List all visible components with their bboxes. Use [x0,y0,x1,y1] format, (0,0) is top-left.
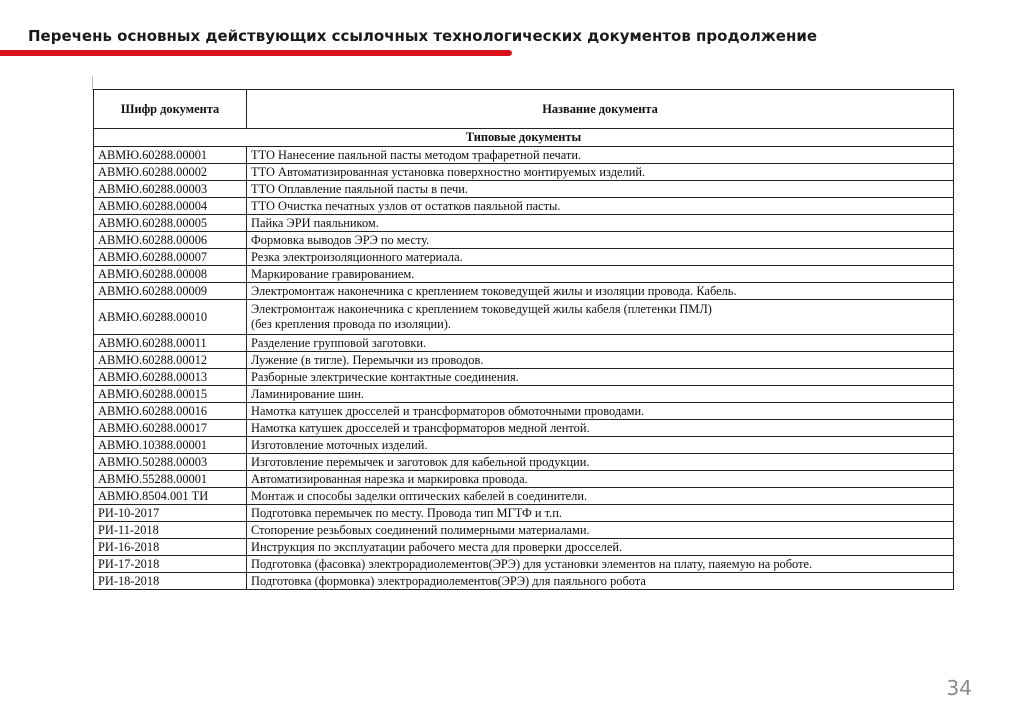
document-code: АВМЮ.60288.00009 [94,283,247,300]
table-row [94,266,954,283]
document-name: Подготовка перемычек по месту. Провода тип МГТФ и т.п. [247,505,954,522]
document-code: РИ-17-2018 [94,556,247,573]
table-row [94,249,954,266]
document-code: АВМЮ.60288.00008 [94,266,247,283]
document-name: Намотка катушек дросселей и трансформаторов обмоточными проводами. [247,403,954,420]
document-code: РИ-16-2018 [94,539,247,556]
column-header-code: Шифр документа [94,90,247,129]
document-code: АВМЮ.60288.00007 [94,249,247,266]
document-code: АВМЮ.60288.00013 [94,369,247,386]
document-code: АВМЮ.60288.00001 [94,147,247,164]
document-name: Автоматизированная нарезка и маркировка провода. [247,471,954,488]
document-name [247,300,954,335]
document-code: АВМЮ.60288.00015 [94,386,247,403]
document-name: Маркирование гравированием. [247,266,954,283]
document-name: Изготовление моточных изделий. [247,437,954,454]
document-name: Электромонтаж наконечника с креплением токоведущей жилы и изоляции провода. Кабель. [247,283,954,300]
document-name: Монтаж и способы заделки оптических кабелей в соединители. [247,488,954,505]
document-code: АВМЮ.60288.00016 [94,403,247,420]
document-code: РИ-18-2018 [94,573,247,590]
document-name: Разделение групповой заготовки. [247,335,954,352]
title-accent-line [0,50,512,56]
table-row [94,181,954,198]
document-name: ТТО Автоматизированная установка поверхностно монтируемых изделий. [247,164,954,181]
document-name: Намотка катушек дросселей и трансформаторов медной лентой. [247,420,954,437]
document-code: АВМЮ.60288.00011 [94,335,247,352]
column-header-name: Название документа [247,90,954,129]
table-row [94,232,954,249]
document-name: Пайка ЭРИ паяльником. [247,215,954,232]
document-code: АВМЮ.60288.00006 [94,232,247,249]
document-code: АВМЮ.60288.00004 [94,198,247,215]
table-row [94,352,954,369]
table-row [94,369,954,386]
document-name-line: Электромонтаж наконечника с креплением токоведущей жилы кабеля (плетенки ПМЛ) [251,302,712,316]
document-name: Подготовка (формовка) электрорадиолементов(ЭРЭ) для паяльного робота [247,573,954,590]
table-row [94,215,954,232]
document-code: АВМЮ.60288.00003 [94,181,247,198]
table-row [94,420,954,437]
document-code: АВМЮ.55288.00001 [94,471,247,488]
document-code: АВМЮ.60288.00010 [94,300,247,335]
table-row [94,300,954,335]
table-row [94,488,954,505]
document-name: ТТО Оплавление паяльной пасты в печи. [247,181,954,198]
document-name: Формовка выводов ЭРЭ по месту. [247,232,954,249]
table-row [94,403,954,420]
table-row [94,335,954,352]
table-row [94,471,954,488]
document-name: Инструкция по эксплуатации рабочего места для проверки дросселей. [247,539,954,556]
document-name: Лужение (в тигле). Перемычки из проводов. [247,352,954,369]
document-name: ТТО Очистка печатных узлов от остатков паяльной пасты. [247,198,954,215]
document-name: Стопорение резьбовых соединений полимерными материалами. [247,522,954,539]
documents-table [93,89,954,590]
document-code: АВМЮ.8504.001 ТИ [94,488,247,505]
document-code: АВМЮ.60288.00017 [94,420,247,437]
document-code: РИ-10-2017 [94,505,247,522]
table-row [94,198,954,215]
section-header: Типовые документы [94,129,954,147]
document-name: Подготовка (фасовка) электрорадиолементов(ЭРЭ) для установки элементов на плату, паяемую на роботе. [247,556,954,573]
document-code: АВМЮ.60288.00012 [94,352,247,369]
table-row [94,283,954,300]
document-name: ТТО Нанесение паяльной пасты методом трафаретной печати. [247,147,954,164]
document-code: АВМЮ.10388.00001 [94,437,247,454]
slide-title: Перечень основных действующих ссылочных технологических документов продолжение [28,27,818,45]
table-row [94,454,954,471]
table-row [94,147,954,164]
page-number: 34 [946,676,972,700]
margin-mark [92,76,93,90]
document-name-line: (без крепления провода по изоляции). [251,317,451,331]
table-row [94,522,954,539]
document-code: АВМЮ.60288.00002 [94,164,247,181]
document-code: АВМЮ.60288.00005 [94,215,247,232]
table-row [94,556,954,573]
document-code: РИ-11-2018 [94,522,247,539]
document-name: Ламинирование шин. [247,386,954,403]
table-row [94,437,954,454]
table-row [94,164,954,181]
document-code: АВМЮ.50288.00003 [94,454,247,471]
document-name: Разборные электрические контактные соединения. [247,369,954,386]
table-row [94,386,954,403]
document-name: Резка электроизоляционного материала. [247,249,954,266]
table-row [94,539,954,556]
table-row [94,505,954,522]
document-name: Изготовление перемычек и заготовок для кабельной продукции. [247,454,954,471]
table-row [94,573,954,590]
